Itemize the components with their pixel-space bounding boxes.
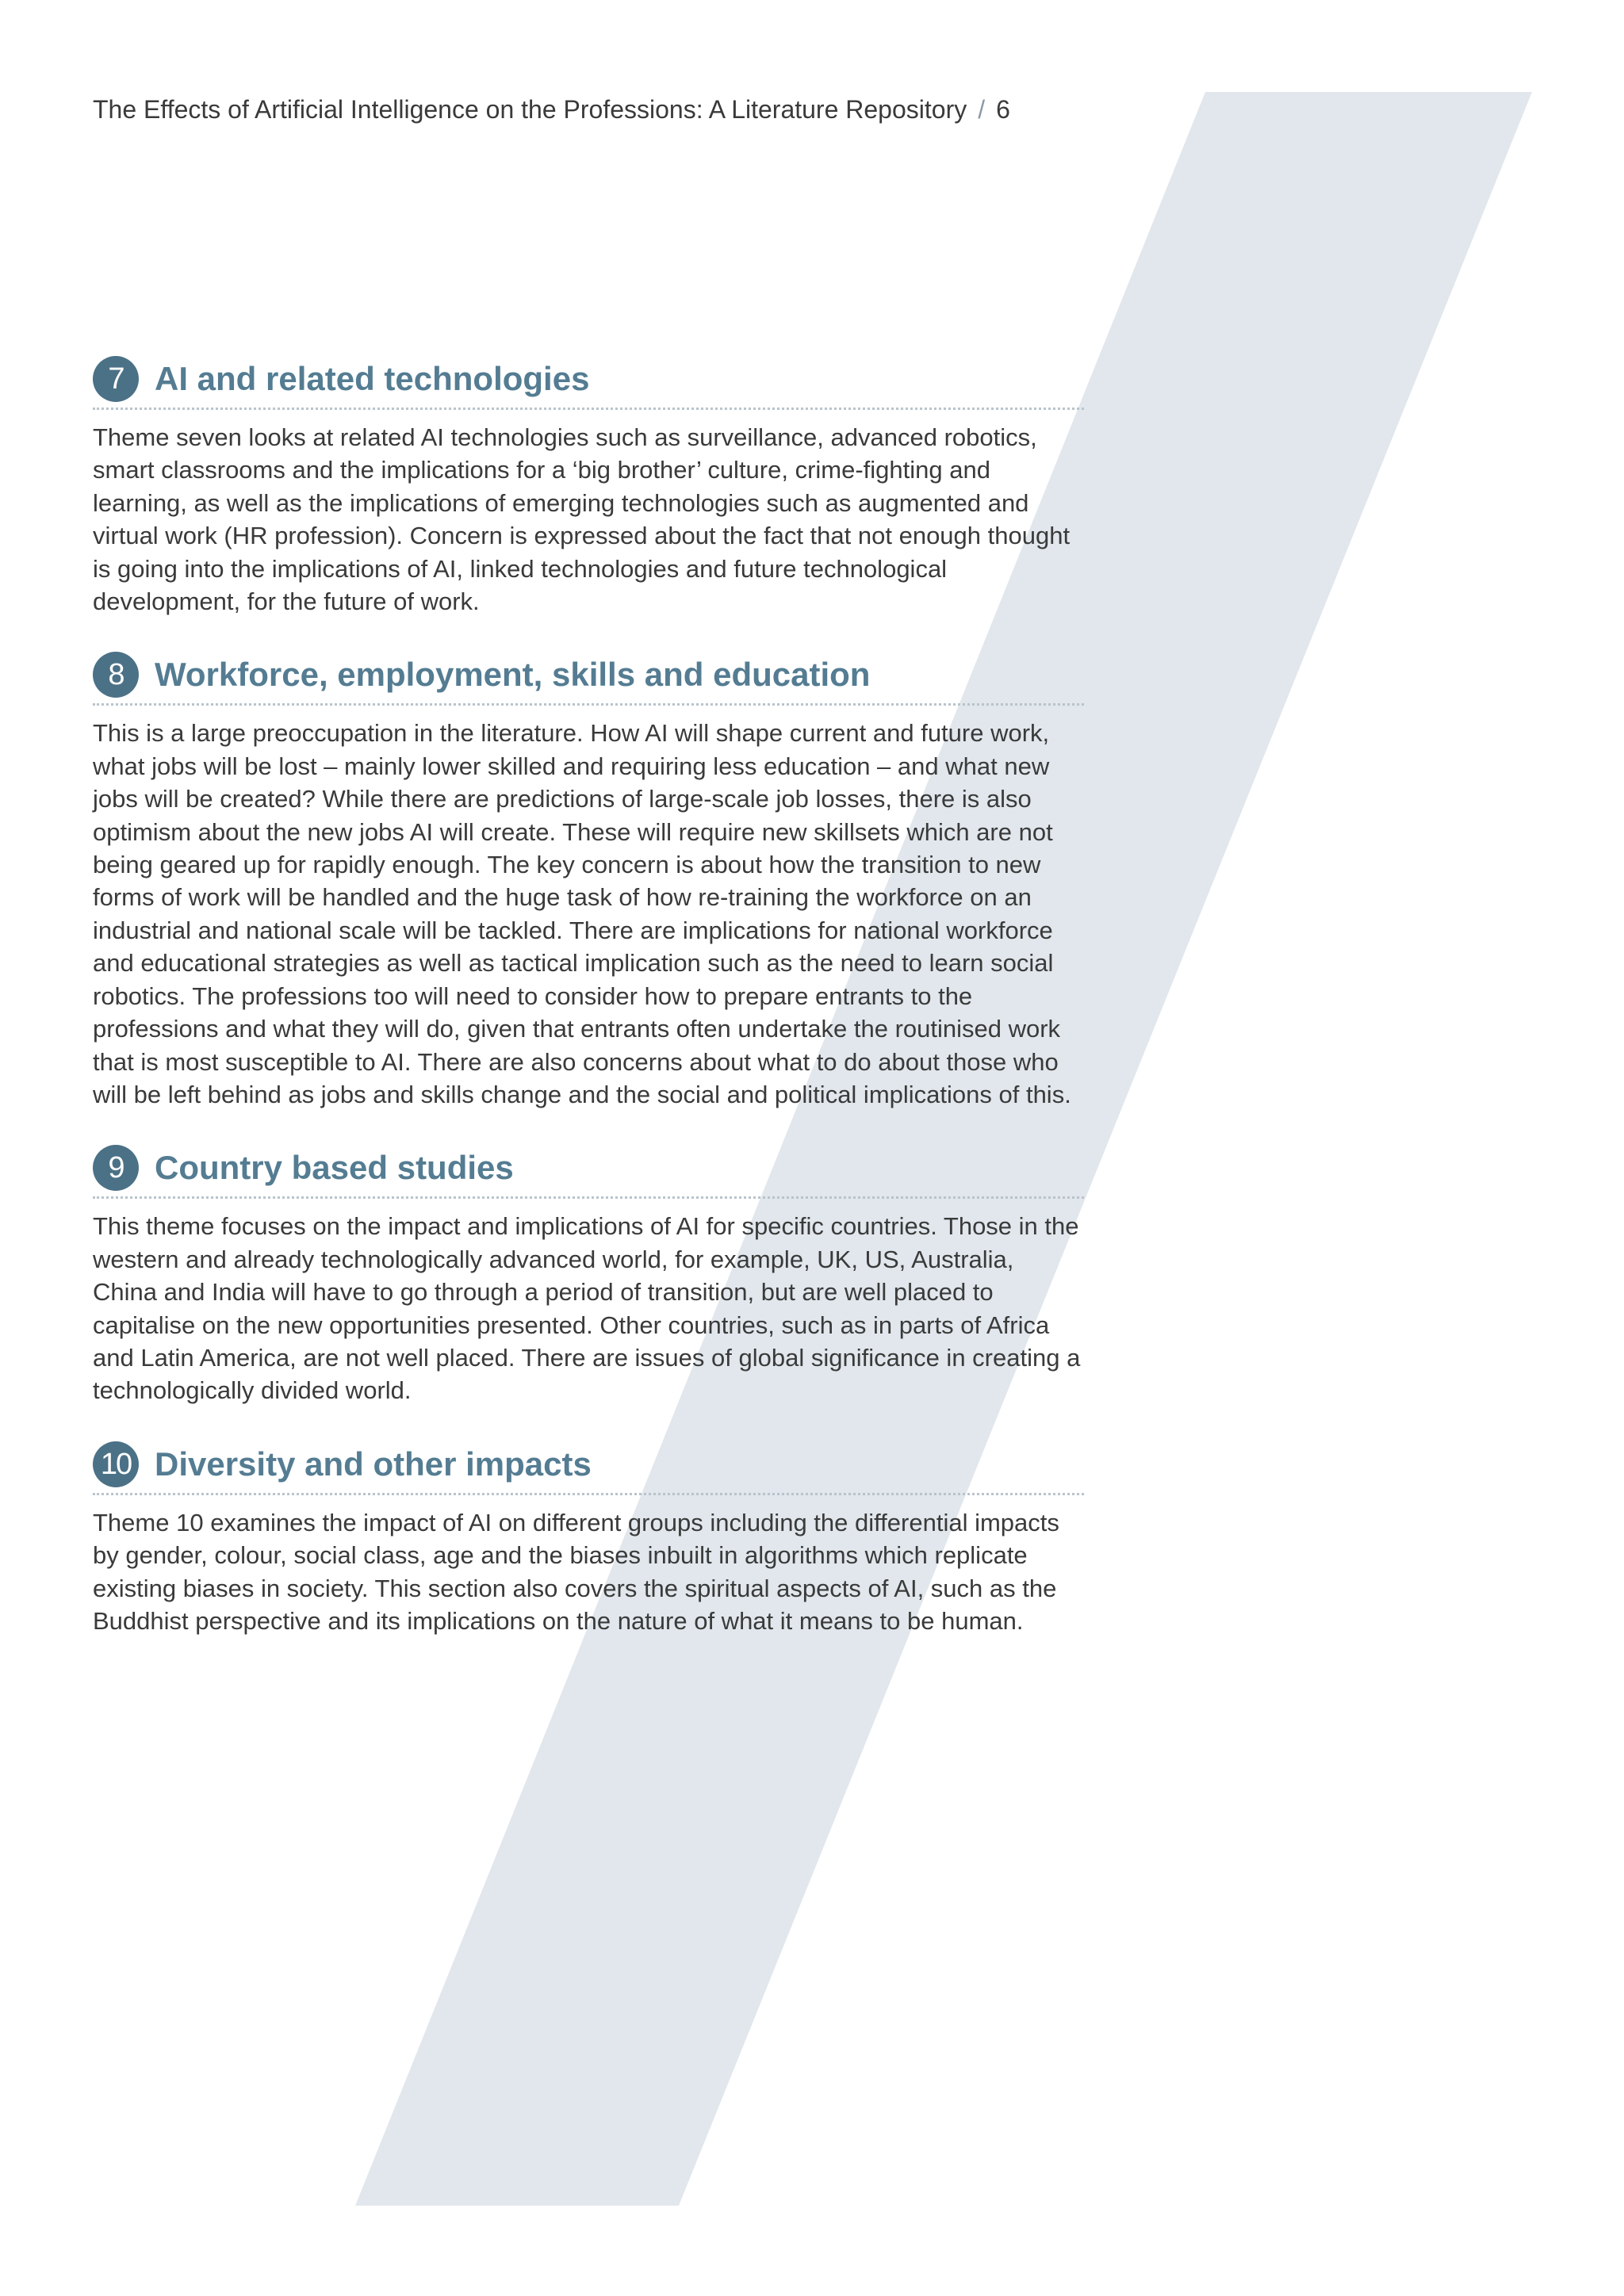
theme-section-9 (93, 1144, 1084, 1406)
theme-section-8 (93, 651, 1084, 1111)
document-title: The Effects of Artificial Intelligence on the Professions: A Literature Repository (93, 95, 967, 124)
section-heading (93, 651, 1084, 706)
theme-section-10 (93, 1441, 1084, 1638)
section-body: This theme focuses on the impact and implications of AI for specific countries. Those in the western and already technologically advanced world, for example, UK, US, Australia, China and India will have to go through a period of transition, but are well placed to capitalise on the new opportunities presented. Other countries, such as in parts of Africa and Latin America, are not well placed. There are issues of global significance in creating a technologically divided world. (93, 1212, 1081, 1405)
running-header (93, 90, 1010, 128)
section-heading (93, 1441, 1084, 1495)
section-title: Workforce, employment, skills and education (155, 656, 871, 694)
section-title: AI and related technologies (155, 360, 590, 397)
theme-section-7 (93, 355, 1084, 618)
section-body: Theme 10 examines the impact of AI on different groups including the differential impacts by gender, colour, social class, age and the biases inbuilt in algorithms which replicate existing biases in society. This section also covers the spiritual aspects of AI, such as the Buddhist perspective and its implications on the nature of what it means to be human. (93, 1508, 1059, 1635)
section-body: Theme seven looks at related AI technologies such as surveillance, advanced robotics, smart classrooms and the implications for a ‘big brother’ culture, crime-fighting and learning, as well as the implications of emerging technologies such as augmented and virtual work (HR profession). Concern is expressed about the fact that not enough thought is going into the implications of AI, linked technologies and future technological development, for the future of work. (93, 423, 1071, 616)
section-body: This is a large preoccupation in the literature. How AI will shape current and future work, what jobs will be lost – mainly lower skilled and requiring less education – and what new jobs will be created? While there are predictions of large-scale job losses, there is also optimism about the new jobs AI will create. These will require new skillsets which are not being geared up for rapidly enough. The key concern is about how the transition to new forms of work will be handled and the huge task of how re-training the workforce on an industrial and national scale will be tackled. There are implications for national workforce and educational strategies as well as tactical implication such as the need to learn social robotics. The professions too will need to consider how to prepare entrants to the professions and what they will do, given that entrants often undertake the routinised work that is most susceptible to AI. There are also concerns about what to do about those who will be left behind as jobs and skills change and the social and political implications of this. (93, 719, 1071, 1108)
section-number-badge: 7 (93, 356, 139, 402)
section-number-badge: 10 (93, 1441, 139, 1487)
section-heading (93, 355, 1084, 410)
section-title: Country based studies (155, 1149, 514, 1187)
section-number-badge: 9 (93, 1145, 139, 1191)
section-heading (93, 1144, 1084, 1199)
section-title: Diversity and other impacts (155, 1445, 592, 1483)
section-number-badge: 8 (93, 652, 139, 698)
theme-sections (93, 355, 1084, 1670)
page-number: 6 (996, 95, 1010, 124)
header-separator: / (978, 95, 986, 124)
